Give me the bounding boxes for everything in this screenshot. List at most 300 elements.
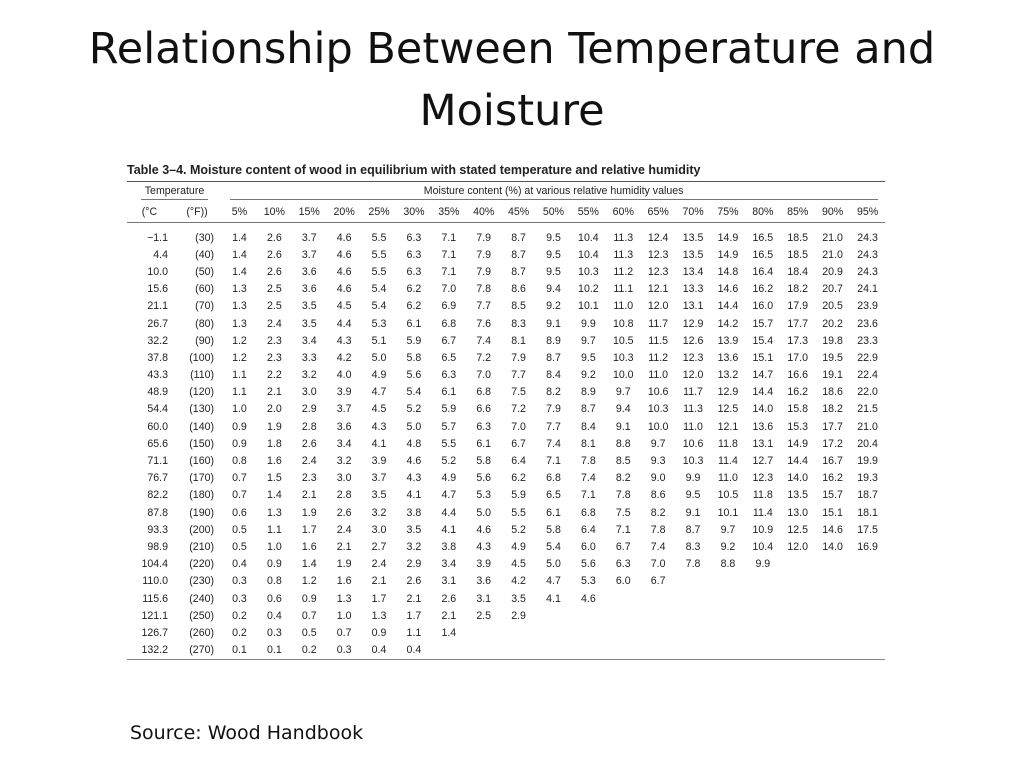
- moisture-cell: 2.1: [336, 540, 352, 553]
- moisture-cell: 10.5: [612, 334, 634, 347]
- moisture-cell: [850, 624, 885, 641]
- moisture-cell: 5.3: [476, 489, 492, 502]
- moisture-cell: 9.9: [755, 558, 771, 571]
- moisture-cell: [641, 624, 676, 641]
- moisture-cell: 9.3: [650, 455, 666, 468]
- celsius-cell: 43.3: [147, 369, 168, 382]
- moisture-cell: 0.2: [232, 626, 247, 639]
- moisture-cell: 0.8: [232, 455, 247, 468]
- moisture-cell: 0.9: [232, 420, 247, 433]
- moisture-cell: 3.7: [301, 231, 317, 244]
- moisture-cell: 12.9: [682, 317, 704, 330]
- moisture-cell: 7.9: [476, 231, 492, 244]
- table-row: [127, 452, 885, 469]
- fahrenheit-cell: (250): [189, 609, 215, 622]
- table-row: [127, 521, 885, 538]
- moisture-cell: 15.7: [752, 317, 774, 330]
- moisture-cell: 10.3: [578, 265, 599, 278]
- moisture-cell: 5.0: [371, 351, 387, 364]
- moisture-cell: 10.6: [682, 437, 704, 450]
- table-row: [127, 418, 885, 435]
- moisture-cell: 3.5: [406, 523, 422, 536]
- moisture-cell: 6.6: [476, 403, 492, 416]
- moisture-cell: 14.6: [717, 283, 739, 296]
- fahrenheit-cell: (230): [189, 575, 215, 588]
- moisture-cell: 13.5: [682, 231, 704, 244]
- moisture-cell: 14.9: [717, 231, 739, 244]
- fahrenheit-cell: (150): [189, 437, 215, 450]
- moisture-cell: 0.7: [336, 626, 352, 639]
- moisture-cell: 5.0: [546, 558, 561, 571]
- fahrenheit-cell: (100): [189, 351, 215, 364]
- moisture-group-header: Moisture content (%) at various relative humidity values: [222, 182, 885, 203]
- moisture-cell: 6.8: [441, 317, 457, 330]
- rh-header: 55%: [571, 202, 606, 223]
- moisture-cell: 3.1: [441, 575, 457, 588]
- fahrenheit-cell: (110): [190, 369, 215, 382]
- moisture-cell: 1.0: [232, 403, 247, 416]
- moisture-cell: 5.4: [371, 300, 387, 313]
- moisture-cell: 9.2: [546, 300, 561, 313]
- moisture-cell: 1.2: [301, 575, 317, 588]
- moisture-cell: 2.4: [266, 317, 282, 330]
- moisture-cell: 5.7: [441, 420, 457, 433]
- moisture-cell: 2.6: [266, 265, 282, 278]
- moisture-cell: 1.1: [232, 369, 247, 382]
- moisture-cell: 8.2: [650, 506, 666, 519]
- fahrenheit-cell: (170): [189, 472, 215, 485]
- moisture-cell: 4.5: [336, 300, 352, 313]
- moisture-cell: 4.6: [336, 265, 352, 278]
- moisture-cell: 0.5: [301, 626, 317, 639]
- moisture-cell: 17.3: [787, 334, 809, 347]
- moisture-cell: [676, 590, 711, 607]
- moisture-cell: 5.5: [371, 265, 387, 278]
- moisture-cell: 10.8: [612, 317, 634, 330]
- moisture-cell: 12.6: [682, 334, 704, 347]
- moisture-cell: 2.7: [371, 540, 387, 553]
- table-row: [127, 298, 885, 315]
- moisture-cell: 6.3: [406, 248, 422, 261]
- moisture-cell: 0.9: [371, 626, 387, 639]
- moisture-cell: 6.7: [615, 540, 631, 553]
- moisture-cell: 7.5: [615, 506, 631, 519]
- moisture-cell: 21.0: [822, 248, 843, 261]
- moisture-cell: 0.1: [257, 642, 292, 660]
- moisture-cell: 7.8: [685, 558, 701, 571]
- table-row: [127, 607, 885, 624]
- moisture-cell: 6.3: [476, 420, 492, 433]
- moisture-cell: 2.6: [266, 231, 282, 244]
- moisture-cell: 19.3: [857, 472, 878, 485]
- moisture-cell: 2.1: [371, 575, 387, 588]
- moisture-cell: 3.1: [476, 592, 492, 605]
- moisture-cell: 9.2: [581, 369, 596, 382]
- moisture-cell: 6.3: [615, 558, 631, 571]
- fahrenheit-cell: (120): [189, 386, 215, 399]
- moisture-cell: [850, 556, 885, 573]
- moisture-cell: 1.4: [232, 248, 247, 261]
- moisture-cell: 0.9: [301, 592, 317, 605]
- moisture-cell: 6.4: [581, 523, 596, 536]
- moisture-cell: 6.5: [441, 351, 457, 364]
- moisture-cell: 13.4: [682, 265, 704, 278]
- celsius-cell: 121.1: [141, 609, 168, 622]
- moisture-cell: 4.4: [336, 317, 352, 330]
- moisture-cell: 4.1: [546, 592, 561, 605]
- moisture-cell: 7.0: [511, 420, 526, 433]
- moisture-cell: 9.5: [546, 265, 561, 278]
- moisture-cell: 7.8: [650, 523, 666, 536]
- moisture-cell: 1.1: [232, 386, 247, 399]
- moisture-cell: 1.9: [301, 506, 317, 519]
- moisture-cell: [745, 590, 780, 607]
- moisture-cell: 0.6: [232, 506, 247, 519]
- moisture-cell: 3.8: [406, 506, 422, 519]
- fahrenheit-cell: (70): [195, 300, 215, 313]
- fahrenheit-cell: (270): [172, 642, 222, 660]
- moisture-cell: 10.3: [647, 403, 669, 416]
- moisture-cell: 2.3: [301, 472, 317, 485]
- moisture-cell: 1.2: [232, 351, 247, 364]
- moisture-cell: 0.2: [292, 642, 327, 660]
- moisture-cell: 10.3: [682, 455, 704, 468]
- moisture-cell: [745, 642, 780, 660]
- moisture-cell: 7.8: [581, 455, 596, 468]
- moisture-cell: 12.7: [752, 455, 774, 468]
- moisture-cell: [815, 590, 850, 607]
- moisture-cell: 10.4: [578, 231, 599, 244]
- moisture-cell: 9.1: [546, 317, 561, 330]
- moisture-cell: 11.1: [613, 283, 634, 296]
- moisture-cell: [780, 607, 815, 624]
- moisture-cell: 20.5: [822, 300, 843, 313]
- moisture-cell: 1.0: [266, 540, 282, 553]
- moisture-cell: [431, 642, 466, 660]
- moisture-cell: [676, 624, 711, 641]
- moisture-cell: 7.8: [615, 489, 631, 502]
- moisture-cell: 0.2: [232, 609, 247, 622]
- celsius-cell: 110.0: [142, 575, 168, 588]
- table-row: [127, 624, 885, 641]
- column-header-row: [127, 202, 885, 223]
- moisture-cell: 3.7: [336, 403, 352, 416]
- moisture-cell: 2.1: [406, 592, 422, 605]
- moisture-cell: [710, 573, 745, 590]
- moisture-cell: 8.7: [511, 231, 526, 244]
- celsius-cell: 98.9: [147, 540, 168, 553]
- moisture-cell: 2.3: [266, 334, 282, 347]
- moisture-cell: 0.5: [232, 540, 247, 553]
- moisture-cell: 15.1: [752, 351, 774, 364]
- rh-header: 60%: [606, 202, 641, 223]
- moisture-cell: 24.3: [857, 231, 878, 244]
- moisture-cell: 5.5: [441, 437, 457, 450]
- moisture-cell: [850, 642, 885, 660]
- moisture-cell: 7.7: [546, 420, 561, 433]
- moisture-cell: [710, 607, 745, 624]
- moisture-cell: 19.8: [822, 334, 843, 347]
- moisture-cell: 4.3: [476, 540, 492, 553]
- moisture-cell: 3.3: [301, 351, 317, 364]
- moisture-cell: 6.8: [581, 506, 596, 519]
- moisture-cell: 17.9: [787, 300, 809, 313]
- celsius-cell: 93.3: [147, 523, 168, 536]
- moisture-cell: 4.2: [511, 575, 526, 588]
- moisture-cell: 2.4: [301, 455, 317, 468]
- table-row: [127, 401, 885, 418]
- moisture-cell: 6.7: [441, 334, 457, 347]
- moisture-cell: 4.8: [406, 437, 422, 450]
- moisture-cell: 8.9: [546, 334, 561, 347]
- moisture-cell: 0.3: [327, 642, 362, 660]
- moisture-cell: 1.3: [232, 283, 247, 296]
- moisture-cell: 7.9: [476, 248, 492, 261]
- moisture-cell: 4.3: [406, 472, 422, 485]
- moisture-cell: 11.3: [683, 403, 703, 416]
- moisture-cell: 10.0: [612, 369, 634, 382]
- moisture-cell: 10.2: [578, 283, 599, 296]
- table-row: [127, 573, 885, 590]
- moisture-cell: 17.2: [822, 437, 843, 450]
- moisture-cell: 8.2: [546, 386, 561, 399]
- moisture-cell: 4.9: [371, 369, 387, 382]
- moisture-cell: 7.1: [441, 248, 457, 261]
- table-row: [127, 246, 885, 263]
- moisture-cell: [501, 642, 536, 660]
- moisture-cell: 8.9: [581, 386, 596, 399]
- moisture-cell: 2.1: [441, 609, 457, 622]
- moisture-cell: 21.0: [822, 231, 843, 244]
- moisture-cell: 9.4: [546, 283, 561, 296]
- moisture-cell: 4.5: [511, 558, 526, 571]
- table-row: [127, 642, 885, 660]
- moisture-cell: 2.8: [336, 489, 352, 502]
- moisture-cell: 14.2: [717, 317, 739, 330]
- moisture-cell: 8.1: [581, 437, 596, 450]
- moisture-cell: 13.2: [717, 369, 739, 382]
- celsius-cell: 60.0: [147, 420, 168, 433]
- moisture-cell: 20.9: [822, 265, 843, 278]
- moisture-cell: 7.4: [546, 437, 561, 450]
- moisture-cell: [710, 590, 745, 607]
- celsius-cell: 10.0: [147, 265, 168, 278]
- moisture-cell: 15.1: [822, 506, 843, 519]
- moisture-cell: 15.7: [822, 489, 843, 502]
- moisture-cell: 2.5: [266, 283, 282, 296]
- moisture-cell: [815, 573, 850, 590]
- rh-header: 70%: [676, 202, 711, 223]
- moisture-cell: 3.7: [301, 248, 317, 261]
- moisture-cell: 18.4: [787, 265, 809, 278]
- moisture-cell: 3.5: [301, 317, 317, 330]
- moisture-cell: 5.8: [406, 351, 422, 364]
- moisture-cell: 22.9: [857, 351, 878, 364]
- moisture-cell: 6.0: [581, 540, 596, 553]
- moisture-cell: 3.4: [301, 334, 317, 347]
- moisture-cell: 7.9: [546, 403, 561, 416]
- moisture-cell: 0.3: [266, 626, 282, 639]
- moisture-cell: 5.1: [371, 334, 387, 347]
- table-row: [127, 435, 885, 452]
- moisture-cell: 6.1: [406, 317, 422, 330]
- moisture-cell: [501, 624, 536, 641]
- moisture-cell: 13.9: [717, 334, 739, 347]
- fahrenheit-cell: (210): [189, 540, 215, 553]
- moisture-cell: 5.0: [476, 506, 492, 519]
- moisture-cell: 8.7: [511, 265, 526, 278]
- moisture-cell: 11.3: [613, 231, 634, 244]
- moisture-cell: 13.1: [752, 437, 774, 450]
- celsius-cell: 65.6: [147, 437, 168, 450]
- moisture-cell: [641, 642, 676, 660]
- moisture-cell: 6.7: [511, 437, 526, 450]
- moisture-cell: 7.2: [511, 403, 526, 416]
- moisture-cell: 5.6: [581, 558, 596, 571]
- moisture-cell: 1.4: [232, 265, 247, 278]
- moisture-cell: 15.8: [787, 403, 809, 416]
- table-row: [127, 384, 885, 401]
- moisture-cell: 16.7: [822, 455, 843, 468]
- moisture-cell: 2.1: [266, 386, 282, 399]
- moisture-cell: 11.2: [613, 265, 634, 278]
- moisture-cell: 0.7: [301, 609, 317, 622]
- moisture-cell: 7.8: [476, 283, 492, 296]
- fahrenheit-cell: (90): [195, 334, 215, 347]
- moisture-cell: [676, 642, 711, 660]
- table-row: [127, 556, 885, 573]
- moisture-cell: 11.2: [648, 351, 669, 364]
- moisture-cell: 19.9: [857, 455, 878, 468]
- moisture-cell: 0.1: [222, 642, 257, 660]
- moisture-cell: 5.3: [581, 575, 596, 588]
- moisture-cell: [606, 607, 641, 624]
- moisture-cell: 8.7: [581, 403, 596, 416]
- moisture-cell: 7.0: [650, 558, 666, 571]
- moisture-cell: [710, 642, 745, 660]
- rh-header: 15%: [292, 202, 327, 223]
- moisture-content-table: [127, 181, 885, 660]
- moisture-cell: 1.3: [336, 592, 352, 605]
- table-row: [127, 504, 885, 521]
- rh-header: 30%: [396, 202, 431, 223]
- moisture-cell: 20.4: [857, 437, 878, 450]
- moisture-cell: 7.1: [581, 489, 596, 502]
- celsius-cell: 37.8: [147, 351, 168, 364]
- moisture-cell: 16.0: [752, 300, 774, 313]
- moisture-cell: [745, 573, 780, 590]
- moisture-cell: [536, 642, 571, 660]
- moisture-cell: 6.1: [546, 506, 561, 519]
- moisture-cell: 19.1: [822, 369, 843, 382]
- moisture-cell: 3.4: [441, 558, 457, 571]
- slide-title: Relationship Between Temperature and Moisture: [88, 24, 936, 136]
- celsius-cell: 71.1: [147, 455, 168, 468]
- moisture-cell: 24.3: [857, 265, 878, 278]
- moisture-cell: 18.1: [857, 506, 878, 519]
- moisture-cell: 4.6: [336, 283, 352, 296]
- moisture-cell: 5.4: [371, 283, 387, 296]
- moisture-cell: 1.7: [301, 523, 317, 536]
- fahrenheit-cell: (50): [195, 265, 215, 278]
- moisture-cell: 11.0: [648, 369, 669, 382]
- moisture-cell: 12.3: [752, 472, 774, 485]
- moisture-cell: 0.7: [232, 472, 247, 485]
- moisture-cell: 18.2: [787, 283, 809, 296]
- moisture-cell: 7.9: [511, 351, 526, 364]
- table-row: [127, 281, 885, 298]
- moisture-cell: [850, 590, 885, 607]
- moisture-cell: 11.0: [683, 420, 703, 433]
- moisture-cell: 4.6: [476, 523, 492, 536]
- rh-header: 85%: [780, 202, 815, 223]
- moisture-cell: 6.2: [406, 300, 422, 313]
- source-note: Source: Wood Handbook: [130, 722, 364, 744]
- moisture-cell: 2.6: [441, 592, 457, 605]
- moisture-cell: 4.9: [511, 540, 526, 553]
- moisture-cell: 5.5: [371, 248, 387, 261]
- moisture-cell: 3.5: [301, 300, 317, 313]
- moisture-cell: 1.3: [232, 317, 247, 330]
- moisture-cell: 8.5: [615, 455, 631, 468]
- moisture-cell: 10.4: [578, 248, 599, 261]
- moisture-cell: 4.3: [371, 420, 387, 433]
- moisture-cell: 3.0: [371, 523, 387, 536]
- moisture-cell: [780, 556, 815, 573]
- celsius-cell: 4.4: [153, 248, 168, 261]
- table-row: [127, 538, 885, 555]
- moisture-cell: 3.2: [336, 455, 352, 468]
- moisture-cell: 6.7: [650, 575, 666, 588]
- moisture-cell: 6.1: [476, 437, 492, 450]
- moisture-cell: [466, 642, 501, 660]
- moisture-cell: 12.4: [647, 231, 669, 244]
- moisture-cell: 8.3: [511, 317, 526, 330]
- moisture-cell: [850, 573, 885, 590]
- moisture-cell: 0.4: [266, 609, 282, 622]
- moisture-cell: 8.8: [615, 437, 631, 450]
- fahrenheit-cell: (140): [189, 420, 215, 433]
- fahrenheit-cell: (190): [189, 506, 215, 519]
- moisture-cell: 0.8: [266, 575, 282, 588]
- moisture-cell: 4.7: [371, 386, 387, 399]
- moisture-cell: 19.5: [822, 351, 843, 364]
- moisture-cell: 7.1: [441, 231, 457, 244]
- table-row: [127, 590, 885, 607]
- moisture-cell: 23.9: [857, 300, 878, 313]
- celsius-cell: 48.9: [147, 386, 168, 399]
- moisture-cell: 7.4: [650, 540, 666, 553]
- moisture-cell: 21.0: [857, 420, 878, 433]
- moisture-cell: 8.5: [511, 300, 526, 313]
- rh-header: 50%: [536, 202, 571, 223]
- moisture-cell: 14.4: [787, 455, 809, 468]
- moisture-cell: 14.0: [787, 472, 809, 485]
- moisture-cell: 4.6: [336, 248, 352, 261]
- moisture-cell: 14.0: [822, 540, 843, 553]
- moisture-cell: 0.3: [232, 592, 247, 605]
- moisture-cell: 16.5: [752, 231, 774, 244]
- table-row: [127, 349, 885, 366]
- moisture-cell: 14.6: [822, 523, 843, 536]
- moisture-cell: 1.1: [266, 523, 282, 536]
- moisture-cell: 7.5: [511, 386, 526, 399]
- moisture-cell: 2.6: [336, 506, 352, 519]
- moisture-cell: 2.9: [301, 403, 317, 416]
- moisture-cell: 17.7: [787, 317, 809, 330]
- moisture-cell: 6.2: [406, 283, 422, 296]
- moisture-cell: 7.1: [546, 455, 561, 468]
